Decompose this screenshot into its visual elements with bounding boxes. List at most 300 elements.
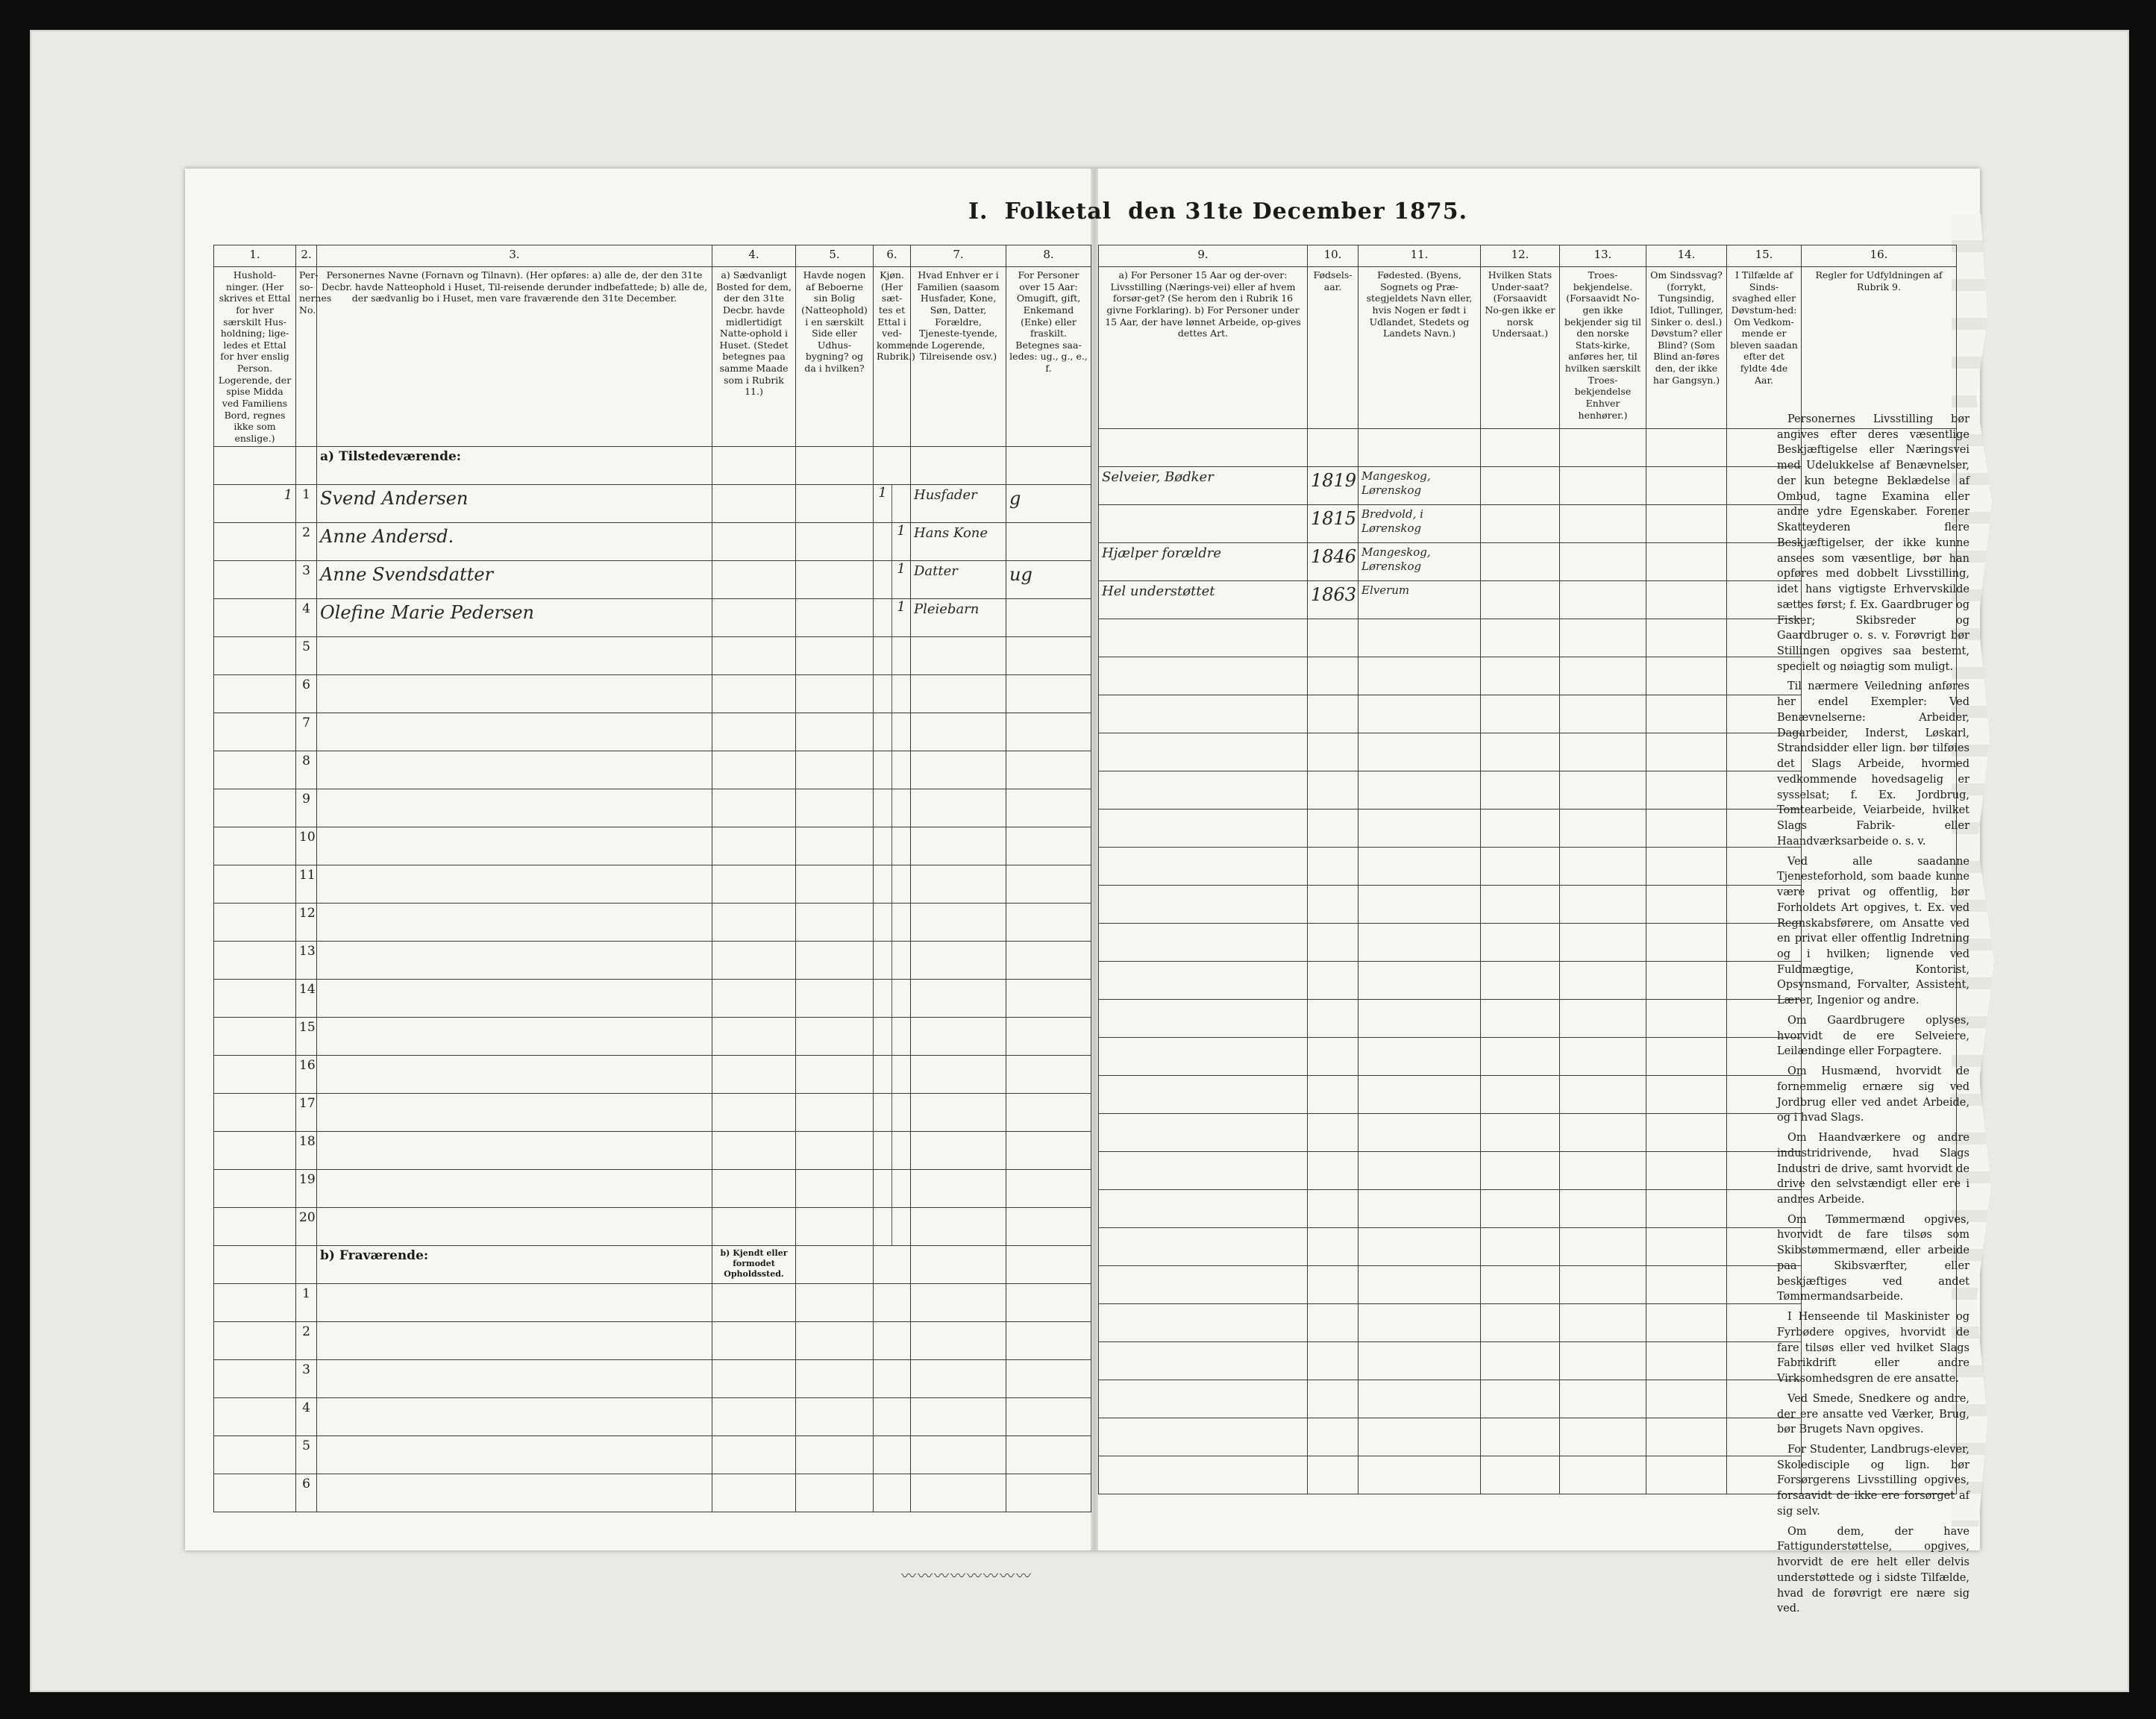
sex-male bbox=[874, 827, 892, 865]
left-cell bbox=[796, 675, 874, 713]
left-cell bbox=[796, 942, 874, 980]
left-col-header-5: Havde nogen af Beboerne sin Bolig (Natteophold) i en særskilt Side eller Udhus-bygning? og da i hvilken? bbox=[796, 267, 874, 447]
right-cell bbox=[1560, 657, 1646, 695]
occupation bbox=[1099, 924, 1308, 962]
right-cell bbox=[1646, 505, 1727, 543]
right-cell bbox=[1646, 581, 1727, 619]
left-cell bbox=[796, 1246, 874, 1284]
rule-paragraph: Ved Smede, Snedkere og andre, der ere ansatte ved Værker, Brug, bør Brugets Navn opgives. bbox=[1777, 1392, 1969, 1436]
person-name bbox=[317, 1170, 712, 1208]
left-cell bbox=[712, 827, 796, 865]
left-cell bbox=[1006, 1246, 1091, 1284]
sex-female bbox=[892, 713, 910, 751]
right-cell bbox=[1646, 1038, 1727, 1076]
left-cell bbox=[1006, 1360, 1091, 1398]
person-row bbox=[214, 1132, 1091, 1170]
left-cell bbox=[712, 1398, 796, 1436]
right-cell bbox=[1481, 848, 1560, 886]
right-cell bbox=[1099, 1418, 1308, 1456]
family-role bbox=[911, 1170, 1006, 1208]
birthplace bbox=[1359, 848, 1481, 886]
left-cell bbox=[796, 1208, 874, 1246]
right-cell bbox=[1099, 1342, 1308, 1380]
birth-year bbox=[1308, 657, 1359, 695]
sex-male bbox=[874, 561, 892, 598]
left-cell bbox=[317, 1474, 712, 1512]
person-name bbox=[317, 789, 712, 827]
occupation bbox=[1099, 1076, 1308, 1114]
right-col-header-8: Regler for Udfyldningen af Rubrik 9. bbox=[1802, 267, 1957, 429]
right-cell bbox=[1481, 1190, 1560, 1228]
sex-cell bbox=[874, 675, 911, 713]
left-cell bbox=[796, 1436, 874, 1474]
person-name bbox=[317, 980, 712, 1018]
household-cell bbox=[214, 980, 296, 1018]
right-cell bbox=[1560, 543, 1646, 581]
person-name bbox=[317, 1132, 712, 1170]
person-number: 19 bbox=[296, 1170, 317, 1208]
person-number: 9 bbox=[296, 789, 317, 827]
civil-status bbox=[1006, 789, 1091, 827]
left-col-header-6: Kjøn. (Her sæt-tes et Ettal i ved-kommende Rubrik.) bbox=[874, 267, 911, 447]
right-cell bbox=[1646, 733, 1727, 771]
left-cell bbox=[214, 1398, 296, 1436]
family-role: Pleiebarn bbox=[911, 599, 1006, 637]
bottom-scribble: 〰〰〰〰〰〰〰〰 bbox=[901, 1567, 1032, 1585]
right-cell bbox=[1646, 924, 1727, 962]
person-name bbox=[317, 675, 712, 713]
right-cell bbox=[1099, 1266, 1308, 1304]
occupation bbox=[1099, 962, 1308, 1000]
birth-year bbox=[1308, 1190, 1359, 1228]
civil-status bbox=[1006, 1056, 1091, 1094]
birthplace bbox=[1359, 619, 1481, 657]
birth-year bbox=[1308, 1114, 1359, 1152]
person-name bbox=[317, 942, 712, 980]
left-cell bbox=[712, 1474, 796, 1512]
birthplace bbox=[1359, 695, 1481, 733]
left-cell bbox=[796, 1398, 874, 1436]
right-col-num-2: 10. bbox=[1308, 245, 1359, 267]
person-row bbox=[214, 637, 1091, 675]
right-cell bbox=[1481, 924, 1560, 962]
right-cell bbox=[1646, 962, 1727, 1000]
right-cell bbox=[1646, 1190, 1727, 1228]
person-name: Anne Andersd. bbox=[317, 523, 712, 561]
left-cell bbox=[796, 1132, 874, 1170]
household-cell bbox=[214, 1170, 296, 1208]
right-cell bbox=[1481, 657, 1560, 695]
right-col-num-7: 15. bbox=[1727, 245, 1802, 267]
family-role bbox=[911, 904, 1006, 942]
person-number: 18 bbox=[296, 1132, 317, 1170]
civil-status bbox=[1006, 1170, 1091, 1208]
person-name bbox=[317, 637, 712, 675]
person-name bbox=[317, 865, 712, 904]
occupation: Hel understøttet bbox=[1099, 581, 1308, 619]
sex-cell bbox=[874, 1132, 911, 1170]
left-cell bbox=[214, 1474, 296, 1512]
left-col-header-1: Hushold-ninger. (Her skrives et Ettal for hver særskilt Hus-holdning; lige-ledes et Ettal for hver enslig Person. Logerende, der spise Midda ved Familiens Bord, regnes ikke som enslige.) bbox=[214, 267, 296, 447]
sex-male bbox=[874, 1170, 892, 1207]
person-row bbox=[214, 904, 1091, 942]
household-cell bbox=[214, 1056, 296, 1094]
right-cell bbox=[1560, 1038, 1646, 1076]
left-cell bbox=[712, 447, 796, 485]
left-cell bbox=[1006, 1284, 1091, 1322]
right-cell bbox=[1646, 1380, 1727, 1418]
family-role bbox=[911, 980, 1006, 1018]
left-cell bbox=[796, 1360, 874, 1398]
occupation bbox=[1099, 733, 1308, 771]
left-cell bbox=[1006, 447, 1091, 485]
right-cell bbox=[1359, 429, 1481, 467]
right-cell bbox=[1481, 1114, 1560, 1152]
birth-year bbox=[1308, 886, 1359, 924]
left-cell bbox=[712, 980, 796, 1018]
left-cell bbox=[796, 980, 874, 1018]
sex-cell bbox=[874, 485, 911, 523]
left-cell bbox=[796, 904, 874, 942]
left-col-num-2: 2. bbox=[296, 245, 317, 267]
occupation bbox=[1099, 810, 1308, 848]
person-name bbox=[317, 1094, 712, 1132]
right-cell bbox=[1646, 1152, 1727, 1190]
absent-row bbox=[214, 1474, 1091, 1512]
absent-person-number: 2 bbox=[296, 1322, 317, 1360]
right-cell bbox=[1359, 1228, 1481, 1266]
right-col-header-1: a) For Personer 15 Aar og der-over: Livsstilling (Nærings-vei) eller af hvem forsør-get? (Se herom den i Rubrik 16 givne Forklaring). b) For Personer under 15 Aar, der have lønnet Arbeide, op-gives dettes Art. bbox=[1099, 267, 1308, 429]
person-name: Svend Andersen bbox=[317, 485, 712, 523]
left-cell bbox=[712, 1094, 796, 1132]
person-row bbox=[214, 713, 1091, 751]
census-sheet bbox=[185, 169, 1980, 1615]
left-cell bbox=[1006, 1436, 1091, 1474]
birth-year bbox=[1308, 1152, 1359, 1190]
left-cell bbox=[712, 1360, 796, 1398]
left-cell bbox=[911, 447, 1006, 485]
sex-female bbox=[892, 1018, 910, 1055]
left-cell bbox=[796, 751, 874, 789]
household-cell bbox=[214, 865, 296, 904]
right-col-num-5: 13. bbox=[1560, 245, 1646, 267]
right-cell bbox=[1099, 1304, 1308, 1342]
birth-year bbox=[1308, 695, 1359, 733]
absent-person-number: 3 bbox=[296, 1360, 317, 1398]
right-col-header-7: I Tilfælde af Sinds-svaghed eller Døvstum-hed: Om Vedkom-mende er bleven saadan efter det fyldte 4de Aar. bbox=[1727, 267, 1802, 429]
family-role: Hans Kone bbox=[911, 523, 1006, 561]
left-col-header-4: a) Sædvanligt Bosted for dem, der den 31te Decbr. havde midlertidigt Natte-ophold i Huset. (Stedet betegnes paa samme Maade som i Rubrik 11.) bbox=[712, 267, 796, 447]
right-cell bbox=[1560, 924, 1646, 962]
person-row bbox=[214, 599, 1091, 637]
civil-status bbox=[1006, 523, 1091, 561]
right-cell bbox=[1308, 1456, 1359, 1494]
right-cell bbox=[1646, 1076, 1727, 1114]
sex-cell bbox=[874, 713, 911, 751]
civil-status bbox=[1006, 713, 1091, 751]
right-cell bbox=[1481, 1038, 1560, 1076]
rule-paragraph: Om Gaardbrugere oplyses, hvorvidt de ere Selveiere, Leilændinge eller Forpagtere. bbox=[1777, 1014, 1969, 1058]
person-name bbox=[317, 827, 712, 865]
birthplace bbox=[1359, 657, 1481, 695]
right-cell bbox=[1560, 1114, 1646, 1152]
right-cell bbox=[1560, 886, 1646, 924]
birth-year: 1819 bbox=[1308, 467, 1359, 505]
person-row bbox=[214, 1018, 1091, 1056]
right-col-num-8: 16. bbox=[1802, 245, 1957, 267]
left-col-header-8: For Personer over 15 Aar: Omugift, gift, Enkemand (Enke) eller fraskilt. Betegnes saa-ledes: ug., g., e., f. bbox=[1006, 267, 1091, 447]
person-row bbox=[214, 751, 1091, 789]
right-cell bbox=[1560, 848, 1646, 886]
right-cell bbox=[1481, 543, 1560, 581]
sex-female bbox=[892, 1170, 910, 1207]
right-cell bbox=[1560, 1266, 1646, 1304]
civil-status bbox=[1006, 827, 1091, 865]
person-row bbox=[214, 485, 1091, 523]
person-name: Olefine Marie Pedersen bbox=[317, 599, 712, 637]
right-cell bbox=[1481, 467, 1560, 505]
left-cell bbox=[214, 1284, 296, 1322]
rule-paragraph: I Henseende til Maskinister og Fyrbødere opgives, hvorvidt de fare tilsøs eller ved hvilket Slags Fabrikdrift eller andre Virksomhedsgren de ere ansatte. bbox=[1777, 1311, 1969, 1385]
right-col-header-5: Troes-bekjendelse. (Forsaavidt No-gen ikke bekjender sig til den norske Stats-kirke, anføres her, til hvilken særskilt Troes-bekjendelse Enhver henhører.) bbox=[1560, 267, 1646, 429]
sex-cell bbox=[874, 827, 911, 865]
page-fold bbox=[1091, 169, 1098, 1550]
right-cell bbox=[1481, 1304, 1560, 1342]
person-number: 11 bbox=[296, 865, 317, 904]
sex-male: 1 bbox=[874, 485, 892, 522]
household-cell bbox=[214, 1094, 296, 1132]
civil-status: g bbox=[1006, 485, 1091, 523]
right-cell bbox=[1646, 1342, 1727, 1380]
birthplace bbox=[1359, 1000, 1481, 1038]
civil-status: ug bbox=[1006, 561, 1091, 599]
sex-female bbox=[892, 1056, 910, 1093]
left-cell bbox=[796, 485, 874, 523]
right-cell bbox=[1646, 429, 1727, 467]
sex-cell bbox=[874, 1208, 911, 1246]
right-cell bbox=[1560, 810, 1646, 848]
person-row bbox=[214, 1094, 1091, 1132]
sex-cell bbox=[874, 980, 911, 1018]
left-cell bbox=[1006, 1398, 1091, 1436]
birthplace bbox=[1359, 733, 1481, 771]
right-cell bbox=[1308, 1380, 1359, 1418]
left-cell bbox=[911, 1474, 1006, 1512]
left-cell bbox=[712, 751, 796, 789]
birth-year: 1846 bbox=[1308, 543, 1359, 581]
person-name: Anne Svendsdatter bbox=[317, 561, 712, 599]
right-column-numbers bbox=[1099, 245, 1957, 267]
household-cell bbox=[214, 904, 296, 942]
right-cell bbox=[1359, 1304, 1481, 1342]
right-cell bbox=[1481, 505, 1560, 543]
person-number: 3 bbox=[296, 561, 317, 599]
sex-cell bbox=[874, 865, 911, 904]
birthplace bbox=[1359, 924, 1481, 962]
right-cell bbox=[1646, 886, 1727, 924]
right-cell bbox=[1646, 1456, 1727, 1494]
sex-female bbox=[892, 637, 910, 674]
person-row bbox=[214, 942, 1091, 980]
left-cell bbox=[911, 1398, 1006, 1436]
left-cell bbox=[911, 1322, 1006, 1360]
left-col-num-3: 3. bbox=[317, 245, 712, 267]
household-cell bbox=[214, 751, 296, 789]
right-cell bbox=[1308, 1266, 1359, 1304]
right-column-headers bbox=[1099, 267, 1957, 429]
sex-female bbox=[892, 980, 910, 1017]
left-cell bbox=[796, 1018, 874, 1056]
left-cell bbox=[214, 447, 296, 485]
sex-female bbox=[892, 485, 910, 522]
left-cell bbox=[712, 1170, 796, 1208]
family-role: Datter bbox=[911, 561, 1006, 599]
person-number: 13 bbox=[296, 942, 317, 980]
civil-status bbox=[1006, 980, 1091, 1018]
left-cell bbox=[796, 637, 874, 675]
right-cell bbox=[1359, 1456, 1481, 1494]
right-cell bbox=[1646, 657, 1727, 695]
birth-year bbox=[1308, 810, 1359, 848]
family-role bbox=[911, 827, 1006, 865]
left-col-num-1: 1. bbox=[214, 245, 296, 267]
sex-female: 1 bbox=[897, 523, 906, 539]
civil-status bbox=[1006, 1094, 1091, 1132]
person-number: 1 bbox=[296, 485, 317, 523]
right-cell bbox=[1560, 1418, 1646, 1456]
right-cell bbox=[1646, 619, 1727, 657]
right-cell bbox=[1560, 1456, 1646, 1494]
right-cell bbox=[1646, 848, 1727, 886]
right-cell bbox=[1646, 543, 1727, 581]
left-cell bbox=[712, 599, 796, 637]
right-cell bbox=[1359, 1418, 1481, 1456]
birth-year: 1815 bbox=[1308, 505, 1359, 543]
left-cell bbox=[712, 561, 796, 599]
left-cell bbox=[712, 865, 796, 904]
left-cell bbox=[796, 1056, 874, 1094]
right-cell bbox=[1308, 1228, 1359, 1266]
civil-status bbox=[1006, 904, 1091, 942]
birth-year: 1863 bbox=[1308, 581, 1359, 619]
occupation bbox=[1099, 695, 1308, 733]
absent-row bbox=[214, 1360, 1091, 1398]
sex-male bbox=[874, 1132, 892, 1169]
occupation bbox=[1099, 1038, 1308, 1076]
left-cell bbox=[712, 1322, 796, 1360]
rule-paragraph: Ved alle saadanne Tjenesteforhold, som baade kunne være privat og offentlig, bør Forholdets Art opgives, t. Ex. ved Regnskabsførere, om Ansatte ved en privat eller offentlig Indretning og i hvilken; lignende ved Fuldmægtige, Kontorist, Opsynsmand, Forvalter, Assistent, Lærer, Ingenior og andre. bbox=[1777, 855, 1969, 1007]
right-cell bbox=[1560, 1228, 1646, 1266]
household-cell bbox=[214, 637, 296, 675]
household-cell bbox=[214, 675, 296, 713]
right-cell bbox=[1646, 467, 1727, 505]
left-cell bbox=[296, 447, 317, 485]
right-cell bbox=[1308, 1304, 1359, 1342]
right-cell bbox=[1481, 1076, 1560, 1114]
civil-status bbox=[1006, 1018, 1091, 1056]
civil-status bbox=[1006, 637, 1091, 675]
person-row bbox=[214, 827, 1091, 865]
household-cell bbox=[214, 1018, 296, 1056]
right-col-num-1: 9. bbox=[1099, 245, 1308, 267]
sex-cell bbox=[874, 599, 911, 637]
person-number: 20 bbox=[296, 1208, 317, 1246]
civil-status bbox=[1006, 675, 1091, 713]
sex-cell bbox=[874, 1056, 911, 1094]
family-role bbox=[911, 1018, 1006, 1056]
sex-female bbox=[892, 1208, 910, 1245]
birthplace bbox=[1359, 771, 1481, 810]
birth-year bbox=[1308, 733, 1359, 771]
civil-status bbox=[1006, 1208, 1091, 1246]
sex-female bbox=[892, 827, 910, 865]
person-row bbox=[214, 865, 1091, 904]
absent-person-number: 6 bbox=[296, 1474, 317, 1512]
section-absent-row bbox=[214, 1246, 1091, 1284]
right-cell bbox=[1646, 810, 1727, 848]
left-cell bbox=[796, 523, 874, 561]
left-col-num-7: 7. bbox=[911, 245, 1006, 267]
right-cell bbox=[1099, 429, 1308, 467]
birthplace: Elverum bbox=[1359, 581, 1481, 619]
person-name bbox=[317, 713, 712, 751]
left-cell bbox=[712, 1284, 796, 1322]
birth-year bbox=[1308, 619, 1359, 657]
person-row bbox=[214, 1208, 1091, 1246]
right-cell bbox=[1560, 429, 1646, 467]
rubric-9-rules bbox=[1777, 412, 1969, 1615]
left-col-num-5: 5. bbox=[796, 245, 874, 267]
left-col-num-8: 8. bbox=[1006, 245, 1091, 267]
household-cell bbox=[214, 523, 296, 561]
section-present-label: a) Tilstedeværende: bbox=[317, 447, 712, 485]
left-cell bbox=[214, 1246, 296, 1284]
person-row bbox=[214, 1056, 1091, 1094]
left-cell bbox=[712, 1132, 796, 1170]
left-cell bbox=[796, 789, 874, 827]
birthplace: Mangeskog, Lørenskog bbox=[1359, 467, 1481, 505]
absent-person-number: 1 bbox=[296, 1284, 317, 1322]
occupation bbox=[1099, 1190, 1308, 1228]
left-cell bbox=[1006, 1474, 1091, 1512]
sex-cell bbox=[874, 942, 911, 980]
right-cell bbox=[1359, 1380, 1481, 1418]
civil-status bbox=[1006, 1132, 1091, 1170]
left-col-header-7: Hvad Enhver er i Familien (saasom Husfader, Kone, Søn, Datter, Forældre, Tjeneste-tyende, Logerende, Tilreisende osv.) bbox=[911, 267, 1006, 447]
left-cell bbox=[796, 561, 874, 599]
person-number: 7 bbox=[296, 713, 317, 751]
sex-female bbox=[892, 904, 910, 941]
birthplace: Bredvold, i Lørenskog bbox=[1359, 505, 1481, 543]
title-date: den 31te December 1875. bbox=[1128, 198, 1468, 225]
sex-male bbox=[874, 1056, 892, 1093]
right-cell bbox=[1646, 695, 1727, 733]
left-cell bbox=[712, 1056, 796, 1094]
left-cell bbox=[712, 1208, 796, 1246]
left-cell bbox=[796, 1170, 874, 1208]
left-cell bbox=[317, 1436, 712, 1474]
right-cell bbox=[1560, 1152, 1646, 1190]
sex-female bbox=[892, 751, 910, 789]
civil-status bbox=[1006, 599, 1091, 637]
person-number: 15 bbox=[296, 1018, 317, 1056]
right-cell bbox=[1359, 1342, 1481, 1380]
occupation bbox=[1099, 1152, 1308, 1190]
birth-year bbox=[1308, 924, 1359, 962]
right-cell bbox=[1560, 771, 1646, 810]
right-col-header-6: Om Sindssvag? (forrykt, Tungsindig, Idiot, Tullinger, Sinker o. desl.) Døvstum? eller Blind? (Som Blind an-føres den, der ikke har Gangsyn.) bbox=[1646, 267, 1727, 429]
family-role bbox=[911, 865, 1006, 904]
